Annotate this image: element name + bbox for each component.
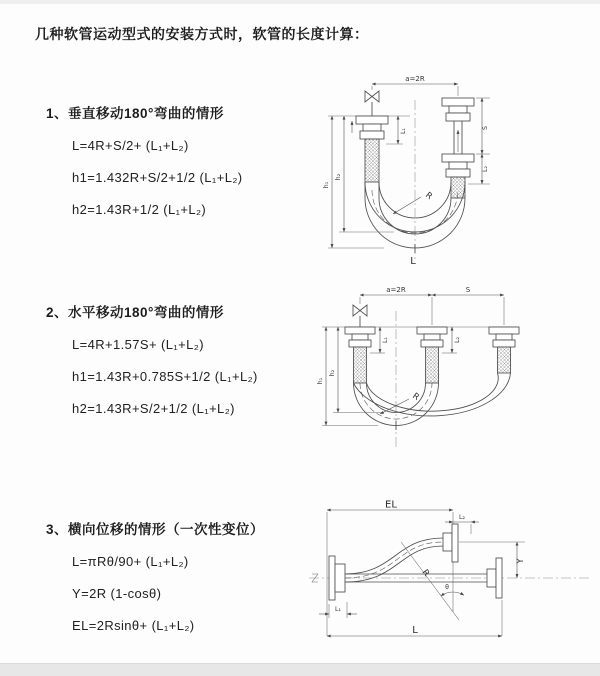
radius-label: R (419, 567, 432, 579)
dimension-a-2r (372, 75, 458, 96)
diagram-lateral-displacement (303, 500, 595, 655)
dim-l-label: L (412, 625, 418, 636)
formula-length-l: L=πRθ/90+ (L₁+L₂) (72, 554, 189, 569)
page-title: 几种软管运动型式的安装方式时，软管的长度计算： (35, 26, 369, 42)
dim-h2-label: h₂ (329, 369, 336, 377)
dim-s-label: S (482, 126, 489, 130)
page-edge-top (0, 0, 600, 4)
length-label: L (410, 256, 416, 267)
left-flange-fitting (356, 116, 388, 182)
formula-length-l: L=4R+S/2+ (L₁+L₂) (72, 138, 189, 153)
formula-h1: h1=1.432R+S/2+1/2 (L₁+L₂) (72, 170, 243, 185)
right-flange-fitting (489, 327, 519, 373)
left-flange-fitting (345, 327, 375, 383)
dimension-s (432, 286, 504, 295)
middle-flange-fitting (417, 327, 447, 383)
page-edge-bottom (0, 663, 600, 676)
radius-callout (393, 190, 434, 214)
radius-label: R (410, 391, 421, 403)
dim-l1-label: L₁ (382, 337, 389, 343)
dim-y-label: Y (516, 558, 526, 564)
radius-label: R (423, 190, 434, 203)
dim-l2-label: L₂ (482, 166, 489, 172)
dimension-l1-left (386, 116, 407, 144)
dim-l1-label: L₁ (335, 606, 341, 613)
dimension-l2-top (445, 514, 479, 534)
dimension-l1-bottom (319, 602, 357, 618)
formula-h1: h1=1.43R+0.785S+1/2 (L₁+L₂) (72, 369, 258, 384)
valve-icon (353, 305, 367, 327)
dim-h1-label: h₁ (317, 377, 324, 385)
dim-l1-label: L₁ (400, 128, 407, 134)
theta-label: θ (445, 584, 449, 591)
diagram-vertical-180-bend (310, 70, 592, 268)
dimension-l (327, 600, 502, 636)
dim-a-label: a=2R (386, 286, 406, 294)
radius-callout (380, 391, 421, 414)
dim-el-label: EL (385, 500, 397, 511)
left-flange-fitting (329, 556, 345, 600)
dim-s-label: S (465, 286, 471, 294)
displaced-hose (345, 524, 458, 582)
section-2-heading: 2、水平移动180°弯曲的情形 (46, 305, 224, 320)
section-3-heading: 3、横向位移的情形（一次性变位） (46, 522, 265, 537)
right-lower-flange-fitting (442, 154, 474, 198)
formula-h2: h2=1.43R+1/2 (L₁+L₂) (72, 202, 207, 217)
dimension-el (327, 500, 453, 636)
dim-a-label: a=2R (405, 75, 425, 83)
section-1-heading: 1、垂直移动180°弯曲的情形 (46, 106, 224, 121)
formula-length-l: L=4R+1.57S+ (L₁+L₂) (72, 337, 204, 352)
dim-l2-label: L₂ (454, 337, 461, 343)
dim-l2-label: L₂ (459, 514, 465, 521)
dim-h1-label: h₁ (323, 181, 330, 189)
dim-h2-label: h₂ (335, 173, 342, 181)
angle-theta-callout (441, 584, 464, 596)
valve-icon (365, 91, 379, 116)
radius-construction-line (401, 542, 459, 620)
formula-el: EL=2Rsinθ+ (L₁+L₂) (72, 618, 195, 633)
dimension-a-2r (360, 286, 432, 295)
dimension-s (476, 98, 490, 154)
diagram-horizontal-180-bend (312, 283, 594, 455)
section-horizontal-movement (46, 301, 321, 431)
section-vertical-movement (46, 102, 321, 232)
formula-h2: h2=1.43R+S/2+1/2 (L₁+L₂) (72, 401, 235, 416)
formula-y: Y=2R (1-cosθ) (72, 586, 162, 601)
section-lateral-displacement (46, 518, 321, 648)
